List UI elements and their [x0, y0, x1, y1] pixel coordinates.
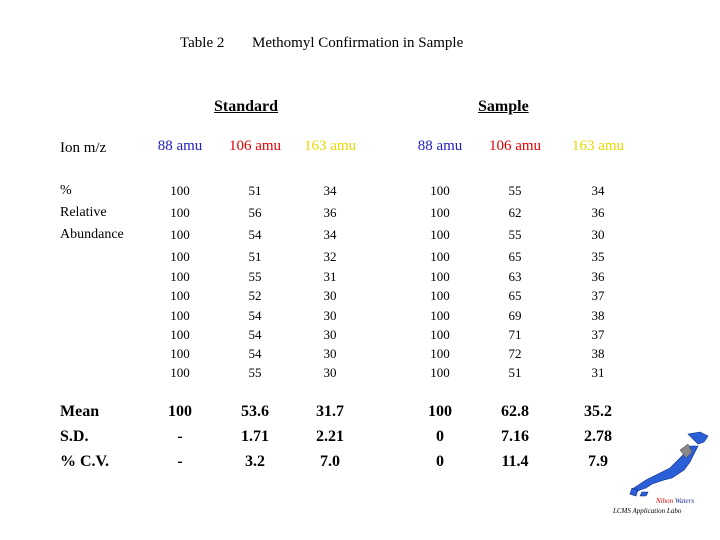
stat-label: Mean: [60, 403, 100, 420]
ion-column-header: 88 amu: [417, 138, 463, 154]
table-cell: 100: [170, 365, 190, 380]
stat-value: 1.71: [241, 428, 269, 445]
group-header-sample: Sample: [478, 98, 529, 115]
table-cell: 100: [170, 327, 190, 342]
japan-map-logo-icon: [628, 430, 714, 502]
logo-caption: LCMS Application Labo: [613, 507, 682, 515]
table-cell: 34: [591, 183, 605, 198]
stat-value: 3.2: [245, 453, 265, 470]
table-cell: 30: [591, 227, 605, 242]
table-cell: 32: [323, 249, 337, 264]
table-cell: 100: [430, 183, 450, 198]
ion-column-header: 88 amu: [157, 138, 203, 154]
table-title-text: Methomyl Confirmation in Sample: [252, 35, 464, 51]
table-cell: 37: [591, 327, 605, 342]
table-cell: 55: [508, 183, 522, 198]
ion-mz-label: Ion m/z: [60, 140, 107, 156]
table-cell: 100: [430, 249, 450, 264]
stat-value: -: [177, 453, 183, 470]
ion-column-header: 106 amu: [488, 138, 542, 154]
table-cell: 36: [323, 205, 337, 220]
table-cell: 31: [591, 365, 605, 380]
table-cell: 35: [591, 249, 605, 264]
table-cell: 100: [430, 205, 450, 220]
stat-value: 2.78: [584, 428, 612, 445]
ion-column-header: 163 amu: [303, 138, 357, 154]
stat-value: 7.0: [320, 453, 340, 470]
table-cell: 30: [323, 327, 337, 342]
stat-value: 7.9: [588, 453, 608, 470]
table-cell: 38: [591, 308, 605, 323]
table-cell: 31: [323, 269, 337, 284]
table-cell: 51: [248, 249, 262, 264]
table-cell: 100: [430, 269, 450, 284]
stat-value: 11.4: [501, 453, 529, 470]
logo-brand-waters: Waters: [674, 497, 695, 505]
stat-label: % C.V.: [60, 453, 110, 470]
table-cell: 100: [170, 183, 190, 198]
table-title: [180, 35, 463, 52]
table-cell: 71: [508, 327, 522, 342]
table-cell: 38: [591, 346, 605, 361]
stat-value: 31.7: [316, 403, 344, 420]
stat-value: 0: [436, 428, 444, 445]
table-cell: 30: [323, 365, 337, 380]
table-cell: 100: [170, 269, 190, 284]
ion-column-header: 163 amu: [571, 138, 625, 154]
table-cell: 72: [508, 346, 522, 361]
row-label: Abundance: [60, 227, 124, 242]
table-cell: 55: [508, 227, 522, 242]
stat-value: 2.21: [316, 428, 344, 445]
stat-label: S.D.: [60, 428, 89, 445]
table-cell: 100: [430, 288, 450, 303]
row-label: Relative: [60, 205, 107, 220]
row-label: %: [60, 183, 72, 198]
table-cell: 51: [248, 183, 262, 198]
table-cell: 100: [170, 205, 190, 220]
stat-value: 62.8: [501, 403, 529, 420]
table-cell: 62: [508, 205, 522, 220]
table-cell: 36: [591, 205, 605, 220]
table-cell: 52: [248, 288, 262, 303]
table-cell: 54: [248, 327, 262, 342]
table-cell: 36: [591, 269, 605, 284]
table-cell: 100: [170, 249, 190, 264]
table-cell: 100: [430, 327, 450, 342]
table-cell: 100: [170, 346, 190, 361]
stat-value: 53.6: [241, 403, 269, 420]
table-cell: 55: [248, 269, 262, 284]
table-cell: 34: [323, 227, 337, 242]
table-cell: 30: [323, 346, 337, 361]
table-cell: 100: [170, 288, 190, 303]
table-cell: 69: [508, 308, 522, 323]
stat-value: 7.16: [501, 428, 529, 445]
table-cell: 54: [248, 227, 262, 242]
table-cell: 100: [430, 346, 450, 361]
table-cell: 54: [248, 308, 262, 323]
logo-brand: [656, 497, 694, 505]
stat-value: 35.2: [584, 403, 612, 420]
stat-value: 100: [428, 403, 452, 420]
table-cell: 51: [508, 365, 522, 380]
table-cell: 55: [248, 365, 262, 380]
group-header-standard: Standard: [214, 98, 279, 115]
table-cell: 100: [170, 308, 190, 323]
table-cell: 30: [323, 308, 337, 323]
table-cell: 34: [323, 183, 337, 198]
logo-brand-nihon: Nihon: [656, 497, 674, 505]
table-cell: 100: [430, 308, 450, 323]
table-number: Table 2: [180, 35, 225, 51]
table-cell: 54: [248, 346, 262, 361]
stat-value: -: [177, 428, 183, 445]
table-cell: 100: [170, 227, 190, 242]
stat-value: 100: [168, 403, 192, 420]
table-cell: 30: [323, 288, 337, 303]
table-cell: 63: [508, 269, 522, 284]
table-cell: 65: [508, 288, 522, 303]
ion-column-header: 106 amu: [228, 138, 282, 154]
stat-value: 0: [436, 453, 444, 470]
table-cell: 65: [508, 249, 522, 264]
table-cell: 100: [430, 227, 450, 242]
table-cell: 100: [430, 365, 450, 380]
table-cell: 56: [248, 205, 262, 220]
table-cell: 37: [591, 288, 605, 303]
